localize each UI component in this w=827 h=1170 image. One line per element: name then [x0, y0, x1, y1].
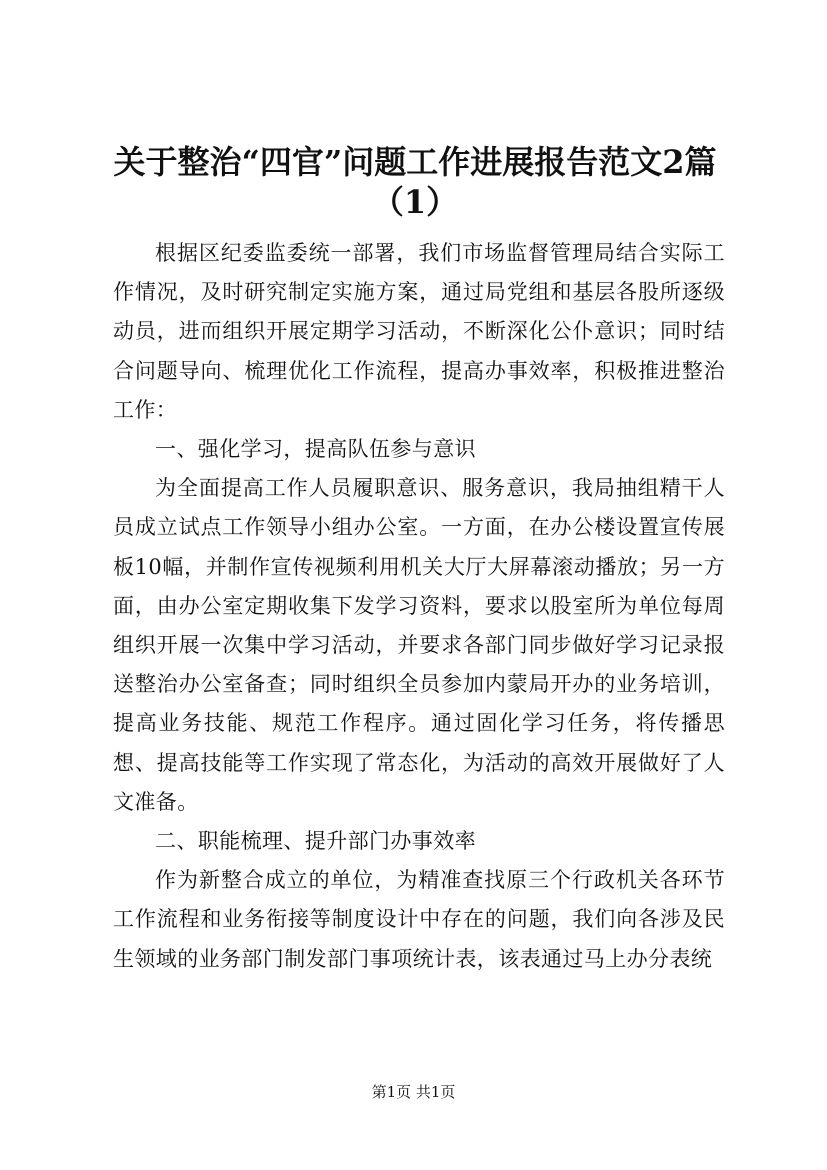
title-line-2: （1） [371, 183, 459, 221]
paragraph-intro: 根据区纪委监委统一部署，我们市场监督管理局结合实际工作情况，及时研究制定实施方案，通过局党组和基层各股所逐级动员，进而组织开展定期学习活动，不断深化公仆意识；同时结合问题导向、梳理优化工作流程，提高办事效率，积极推进整治工作： [113, 241, 725, 422]
section-heading-2: 二、职能梳理、提升部门办事效率 [155, 829, 476, 854]
paragraph-section-2: 作为新整合成立的单位，为精准查找原三个行政机关各环节工作流程和业务衔接等制度设计中存在的问题，我们向各涉及民生领域的业务部门制发部门事项统计表，该表通过马上办分表统 [113, 868, 725, 971]
paragraph-section-1: 为全面提高工作人员履职意识、服务意识，我局抽组精干人员成立试点工作领导小组办公室。一方面，在办公楼设置宣传展板10幅，并制作宣传视频利用机关大厅大屏幕滚动播放；另一方面，由办公室定期收集下发学习资料，要求以股室所为单位每周组织开展一次集中学习活动，并要求各部门同步做好学习记录报送整治办公室备查；同时组织全员参加内蒙局开办的业务培训，提高业务技能、规范工作程序。通过固化学习任务，将传播思想、提高技能等工作实现了常态化，为活动的高效开展做好了人文准备。 [113, 476, 725, 814]
section-heading-1: 一、强化学习，提高队伍参与意识 [155, 437, 476, 462]
document-title [80, 142, 750, 222]
title-line-1: 关于整治“四官”问题工作进展报告范文2篇 [113, 143, 717, 181]
document-body [113, 234, 725, 979]
page-footer: 第1页 共1页 [371, 1083, 456, 1101]
